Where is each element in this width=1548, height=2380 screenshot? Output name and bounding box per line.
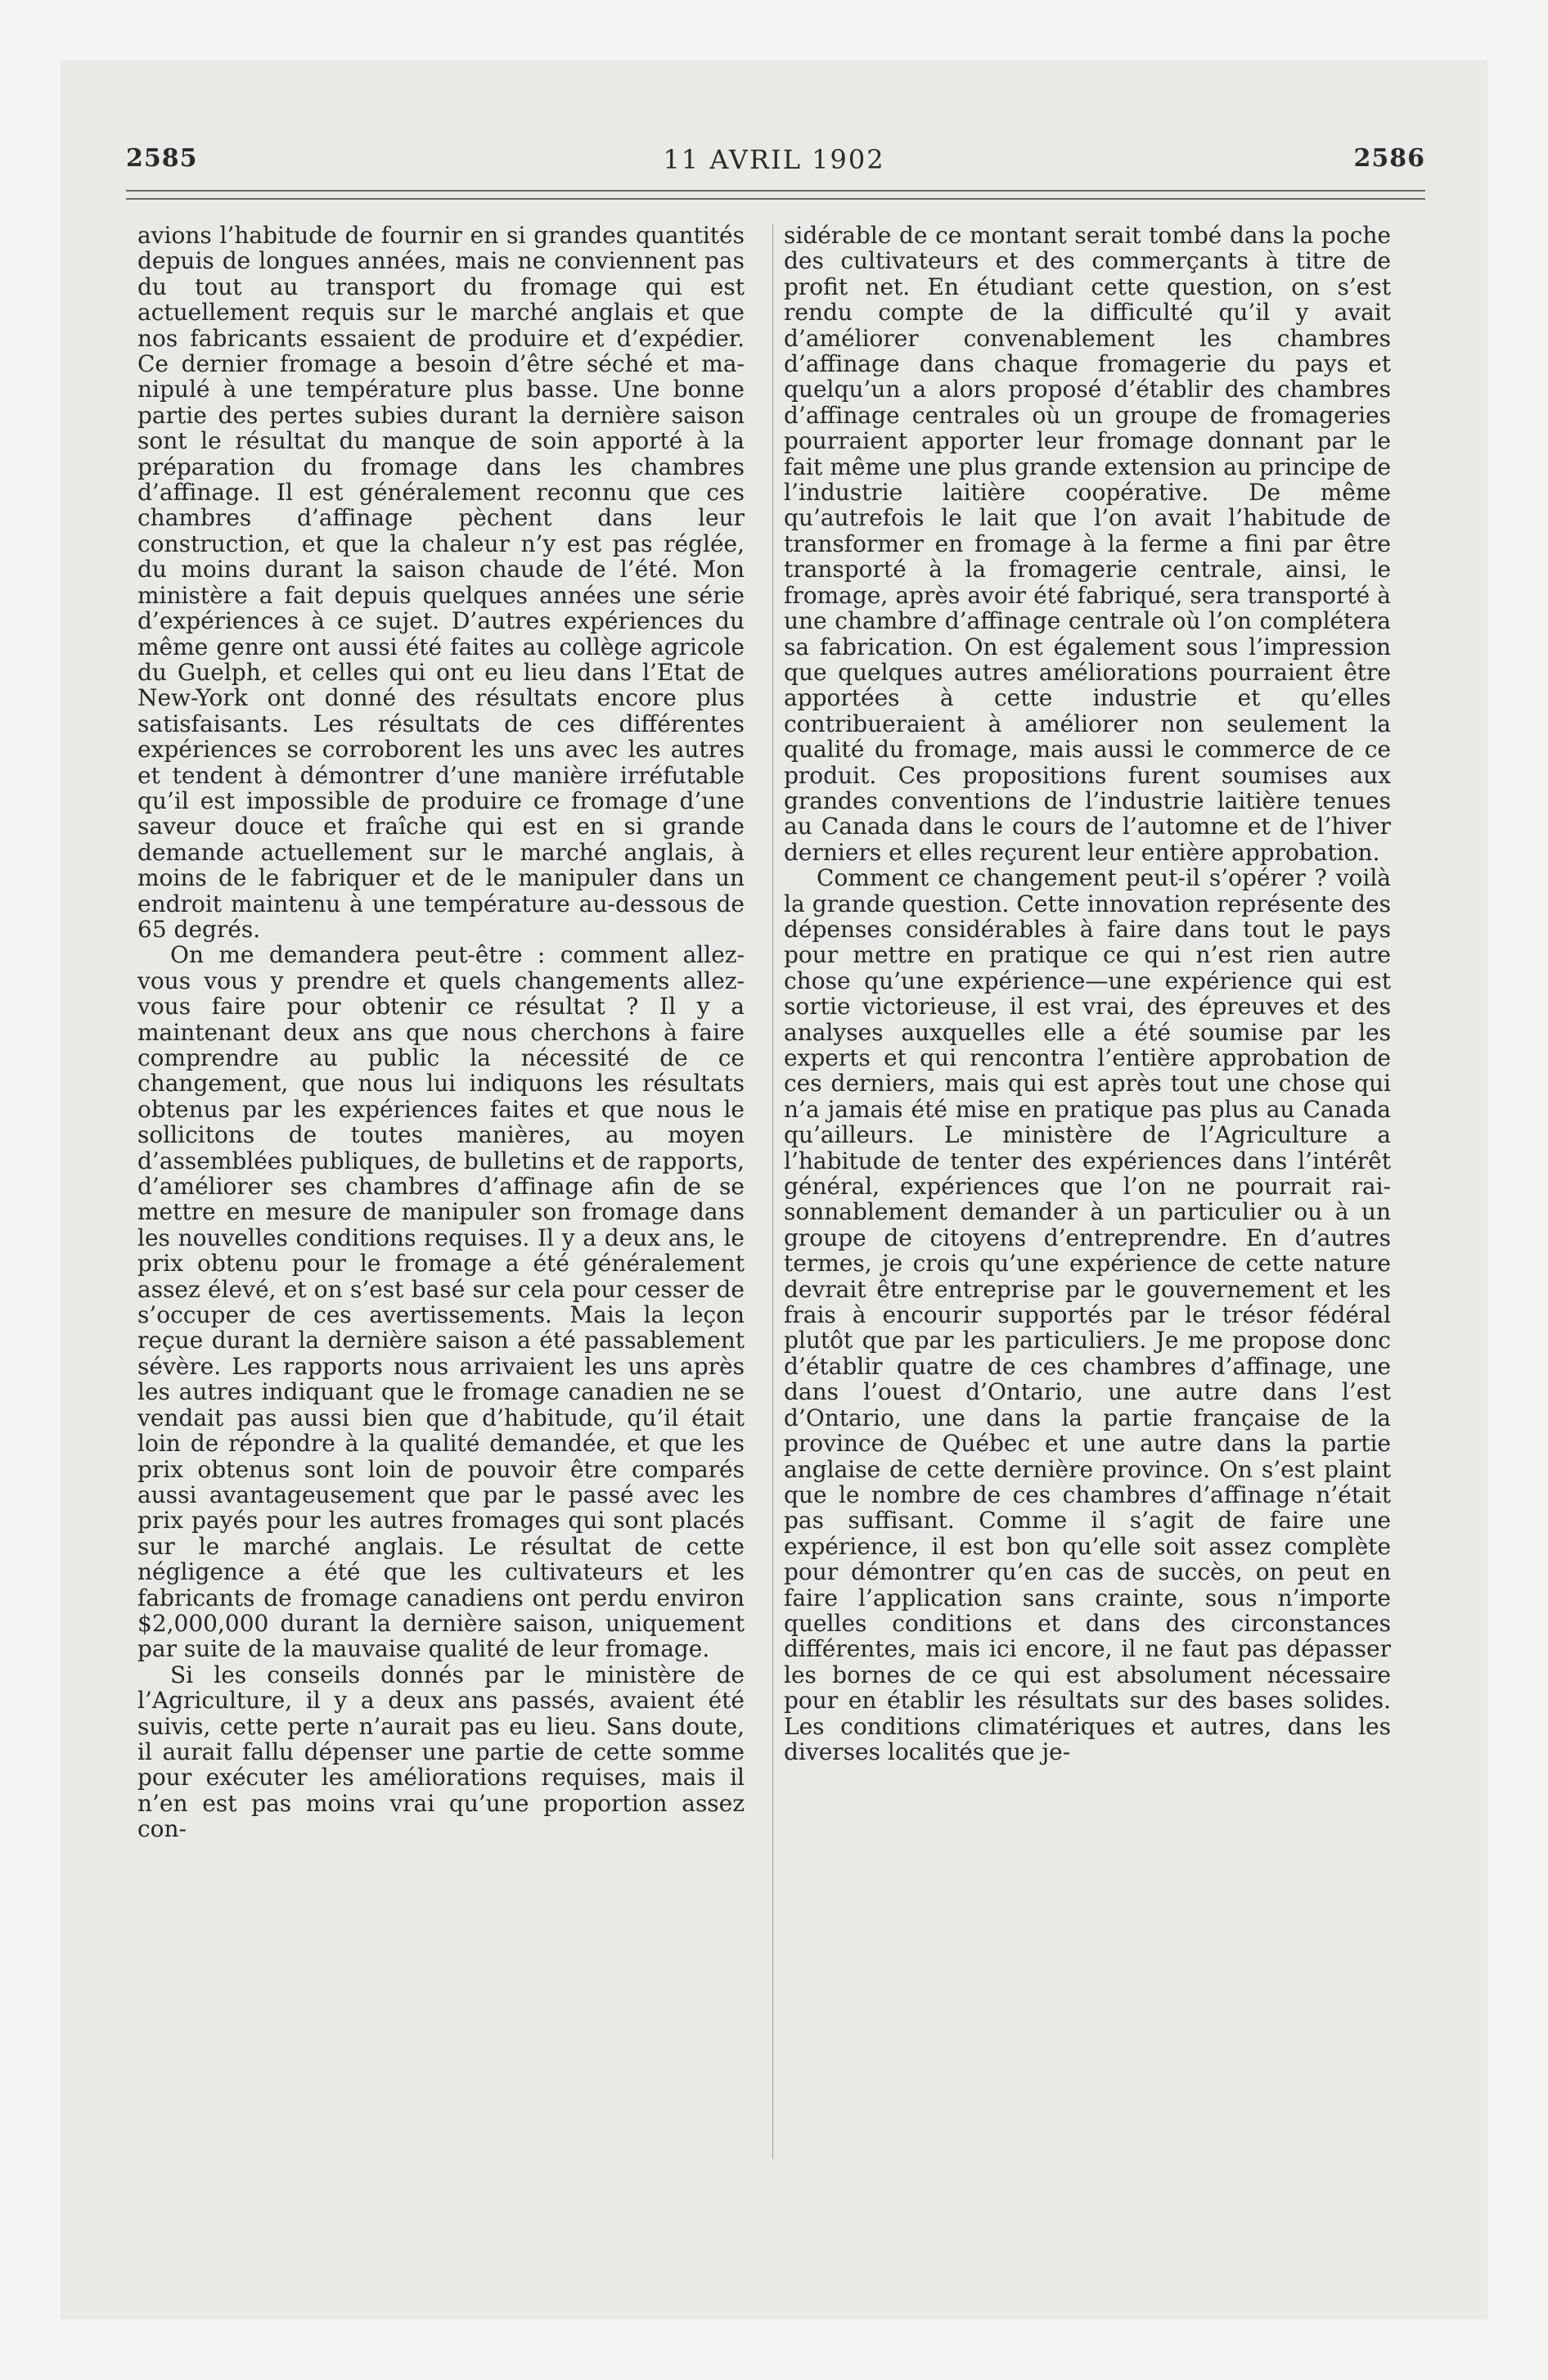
header-rule-top xyxy=(126,190,1425,192)
left-column xyxy=(137,223,745,1842)
paragraph: Comment ce changement peut-il s’opérer ? voilà la grande question. Cette innovation représente des dépenses considérables à faire dans tout le pays pour mettre en pratique ce qui n’est rien autre chose qu’une expérience—une expérience qui est sortie victorieuse, il est vrai, des épreuves et des analyses auxquelles elle a été soumise par les experts et qui rencontra l’entière approbation de ces derniers, mais qui est après tout une chose qui n’a jamais été mise en pratique pas plus au Canada qu’ailleurs. Le ministère de l’Agriculture a l’habitude de tenter des expériences dans l’intérêt général, expériences que l’on ne pourrait raisonnablement demander à un particulier ou à un groupe de citoyens d’entreprendre. En d’autres termes, je crois qu’une expérience de cette nature devrait être entreprise par le gouvernement et les frais à encourir supportés par le trésor fédéral plutôt que par les particuliers. Je me propose donc d’établir quatre de ces chambres d’affinage, une dans l’ouest d’Ontario, une autre dans l’est d’Ontario, une dans la partie française de la province de Québec et une autre dans la partie anglaise de cette dernière province. On s’est plaint que le nombre de ces chambres d’affinage n’était pas suffisant. Comme il s’agit de faire une expérience, il est bon qu’elle soit assez complète pour démontrer qu’en cas de succès, on peut en faire l’application sans crainte, sous n’importe quelles conditions et dans des circonstances différentes, mais ici encore, il ne faut pas dépasser les bornes de ce qui est absolument nécessaire pour en établir les résultats sur des bases solides. Les conditions climatériques et autres, dans les diverses localités que je- xyxy=(784,864,1391,1765)
right-column xyxy=(784,223,1391,1765)
paragraph: Si les conseils donnés par le ministère de l’Agriculture, il y a deux ans passés, avaient été suivis, cette perte n’aurait pas eu lieu. Sans doute, il aurait fallu dépenser une partie de cette somme pour exécuter les améliorations requises, mais il n’en est pas moins vrai qu’une proportion assez con- xyxy=(137,1661,745,1843)
page-number-left: 2585 xyxy=(126,144,198,173)
page-header xyxy=(61,144,1487,185)
scanned-page xyxy=(61,61,1487,2319)
paragraph: On me demandera peut-être : comment allez-vous vous y prendre et quels changements allez-vous faire pour obtenir ce résultat ? Il y a maintenant deux ans que nous cherchons à faire comprendre au public la nécessité de ce changement, que nous lui indiquons les résultats obtenus par les expériences faites et que nous le sollicitons de toutes manières, au moyen d’assemblées publiques, de bulletins et de rapports, d’améliorer ses chambres d’affinage afin de se mettre en mesure de manipuler son fromage dans les nouvelles conditions requises. Il y a deux ans, le prix obtenu pour le fromage a été généralement assez élevé, et on s’est basé sur cela pour cesser de s’occuper de ces avertissements. Mais la leçon reçue durant la dernière saison a été passablement sévère. Les rapports nous arrivaient les uns après les autres indiquant que le fromage canadien ne se vendait pas aussi bien que d’habitude, qu’il était loin de répondre à la qualité demandée, et que les prix obtenus sont loin de pouvoir être comparés aussi avantageusement que par le passé avec les prix payés pour les autres fromages qui sont placés sur le marché anglais. Le résultat de cette négligence a été que les cultivateurs et les fabricants de fromage canadiens ont perdu environ $2,000,000 durant la dernière saison, uniquement par suite de la mauvaise qualité de leur fromage. xyxy=(137,941,745,1663)
paragraph: avions l’habitude de fournir en si grandes quantités depuis de longues années, mais ne conviennent pas du tout au transport du fromage qui est actuellement requis sur le marché anglais et que nos fabricants essaient de produire et d’expédier. Ce dernier fromage a besoin d’être séché et manipulé à une température plus basse. Une bonne partie des pertes subies durant la dernière saison sont le résultat du manque de soin apporté à la préparation du fromage dans les chambres d’affinage. Il est généralement reconnu que ces chambres d’affinage pèchent dans leur construction, et que la chaleur n’y est pas réglée, du moins durant la saison chaude de l’été. Mon ministère a fait depuis quelques années une série d’expériences à ce sujet. D’autres expériences du même genre ont aussi été faites au collège agricole du Guelph, et celles qui ont eu lieu dans l’Etat de New-York ont donné des résultats encore plus satisfaisants. Les résultats de ces différentes expériences se corroborent les uns avec les autres et tendent à démontrer d’une manière irréfutable qu’il est impossible de produire ce fromage d’une saveur douce et fraîche qui est en si grande demande actuellement sur le marché anglais, à moins de le fabriquer et de le manipuler dans un endroit maintenu à une température au-dessous de 65 degrés. xyxy=(137,222,745,943)
issue-date: 11 AVRIL 1902 xyxy=(663,144,885,175)
paragraph: sidérable de ce montant serait tombé dans la poche des cultivateurs et des commerçants à titre de profit net. En étudiant cette question, on s’est rendu compte de la difficulté qu’il y avait d’améliorer convenablement les chambres d’affinage dans chaque fromagerie du pays et quelqu’un a alors proposé d’établir des chambres d’affinage centrales où un groupe de fromageries pourraient apporter leur fromage donnant par le fait même une plus grande extension au principe de l’industrie laitière coopérative. De même qu’autrefois le lait que l’on avait l’habitude de transformer en fromage à la ferme a fini par être transporté à la fromagerie centrale, ainsi, le fromage, après avoir été fabriqué, sera transporté à une chambre d’affinage centrale où l’on complétera sa fabrication. On est également sous l’impression que quelques autres améliorations pourraient être apportées à cette industrie et qu’elles contribueraient à améliorer non seulement la qualité du fromage, mais aussi le commerce de ce produit. Ces propositions furent soumises aux grandes conventions de l’industrie laitière tenues au Canada dans le cours de l’automne et de l’hiver derniers et elles reçurent leur entière approbation. xyxy=(784,222,1391,866)
column-divider xyxy=(772,224,773,2159)
page-number-right: 2586 xyxy=(1353,144,1425,173)
header-rule-bottom xyxy=(126,198,1425,200)
